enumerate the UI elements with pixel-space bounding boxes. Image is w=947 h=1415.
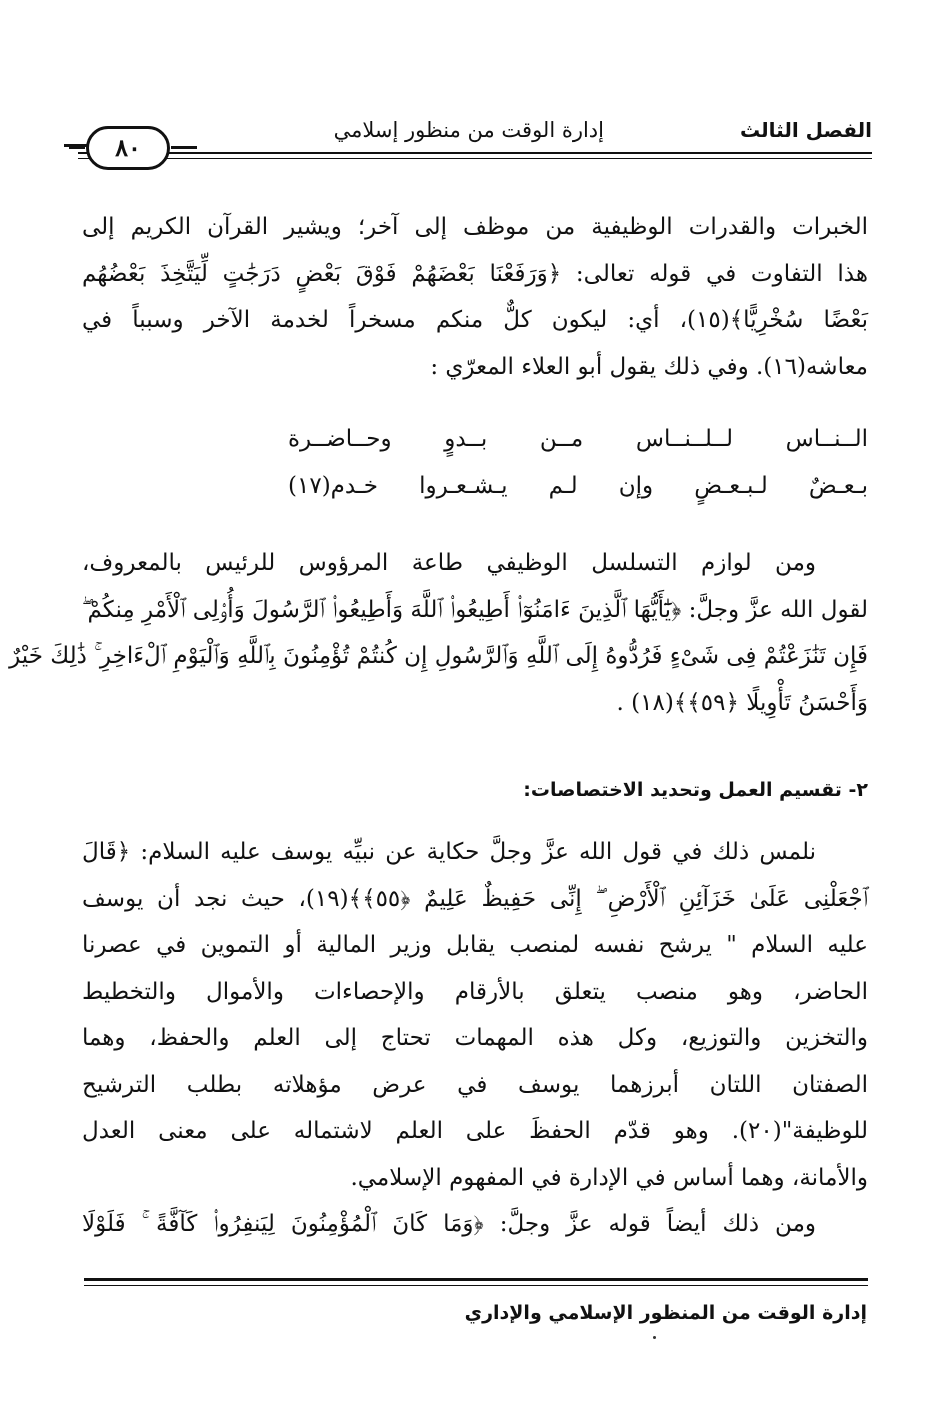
- poem-hemistich-2: بـعـضٌ لـبـعـضٍ وإن لـم يـشـعـروا خـدم(١٧): [288, 472, 868, 499]
- page-number-badge: [86, 126, 170, 170]
- header-rule-thick: [78, 152, 872, 154]
- text-line: معاشه(١٦). وفي ذلك يقول أبو العلاء المعرّي :: [430, 353, 868, 380]
- text-line: ومن ذلك أيضاً قوله عزَّ وجلَّ: ﴿وَمَا كَانَ ٱلْمُؤْمِنُونَ لِيَنفِرُوا۟ كَآفَّةً ۚ فَلَوْلَا: [82, 1211, 816, 1237]
- text-line: بَعْضًا سُخْرِيًّا﴾(١٥)، أي: ليكون كلٌّ منكم مسخراً لخدمة الآخر وسبباً في: [82, 307, 868, 333]
- text-line: الخبرات والقدرات الوظيفية من موظف إلى آخر؛ ويشير القرآن الكريم إلى: [82, 214, 868, 240]
- text-line: ومن لوازم التسلسل الوظيفي طاعة المرؤوس للرئيس بالمعروف،: [82, 550, 816, 576]
- paragraph-3: [82, 829, 868, 1248]
- section-heading-block: [82, 770, 868, 810]
- print-speck: [653, 1336, 656, 1339]
- text-line: نلمس ذلك في قول الله عزَّ وجلَّ حكاية عن نبيِّه يوسف عليه السلام: ﴿قَالَ: [82, 839, 816, 865]
- text-line: عليه السلام " يرشح نفسه لمنصب يقابل وزير المالية أو التموين في عصرنا: [82, 932, 868, 958]
- text-line: الحاضر، وهو منصب يتعلق بالأرقام والإحصاءات والأموال والتخطيط: [82, 978, 868, 1005]
- text-line: هذا التفاوت في قوله تعالى: ﴿وَرَفَعْنَا بَعْضَهُمْ فَوْقَ بَعْضٍ دَرَجَٰتٍ لِّيَتَّخِذَ بَعْضُهُم: [82, 260, 868, 287]
- page-number: ٨٠: [115, 133, 141, 162]
- text-line: الصفتان اللتان أبرزهما يوسف في عرض مؤهلاته بطلب الترشيح: [82, 1071, 868, 1098]
- footer-rule-thick: [84, 1278, 868, 1281]
- text-line: وَأَحْسَنُ تَأْوِيلًا ﴿٥٩﴾﴾(١٨) .: [616, 689, 868, 716]
- text-line: والتخزين والتوزيع، وكل هذه المهمات تحتاج إلى العلم والحفظ، وهما: [82, 1025, 868, 1051]
- text-line: لقول الله عزَّ وجلَّ: ﴿يَٰٓأَيُّهَا ٱلَّذِينَ ءَامَنُوٓا۟ أَطِيعُوا۟ ٱللَّهَ وَأَطِيعُوا۟ ٱلرَّسُولَ وَأُو۟لِى ٱلْأَمْرِ مِنكُمْ ۖ: [81, 596, 868, 623]
- text-line: فَإِن تَنَٰزَعْتُمْ فِى شَىْءٍ فَرُدُّوهُ إِلَى ٱللَّهِ وَٱلرَّسُولِ إِن كُنتُمْ تُؤْمِنُونَ بِٱللَّهِ وَٱلْيَوْمِ ٱلْءَاخِرِ ۚ ذَٰلِكَ خَيْرٌ: [9, 643, 868, 669]
- poem-hemistich-1: الــنــاس لــلــنــاس مــن بــدوٍ وحــاضــرة: [288, 426, 868, 452]
- footer-rule-thin: [84, 1285, 868, 1286]
- poem-verse: [288, 416, 868, 509]
- footer-book-title: إدارة الوقت من المنظور الإسلامي والإداري: [464, 1302, 867, 1324]
- running-title: إدارة الوقت من منظور إسلامي: [333, 118, 604, 142]
- section-heading: ٢- تقسيم العمل وتحديد الاختصاصات:: [523, 779, 868, 801]
- text-line: للوظيفة"(٢٠). وهو قدّم الحفظَ على العلم لاشتماله على معنى العدل: [82, 1118, 868, 1144]
- paragraph-2: [9, 540, 868, 726]
- chapter-title: الفصل الثالث: [739, 118, 872, 142]
- paragraph-1: [82, 204, 868, 390]
- text-line: ٱجْعَلْنِى عَلَىٰ خَزَآئِنِ ٱلْأَرْضِ ۖ إِنِّى حَفِيظٌ عَلِيمٌ ﴿٥٥﴾﴾(١٩)، حيث نجد أن يوسف: [82, 885, 868, 912]
- page-header: [78, 112, 872, 184]
- text-line: والأمانة، وهما أساس في الإدارة في المفهوم الإسلامي.: [350, 1164, 868, 1191]
- header-rule-thin: [78, 158, 872, 159]
